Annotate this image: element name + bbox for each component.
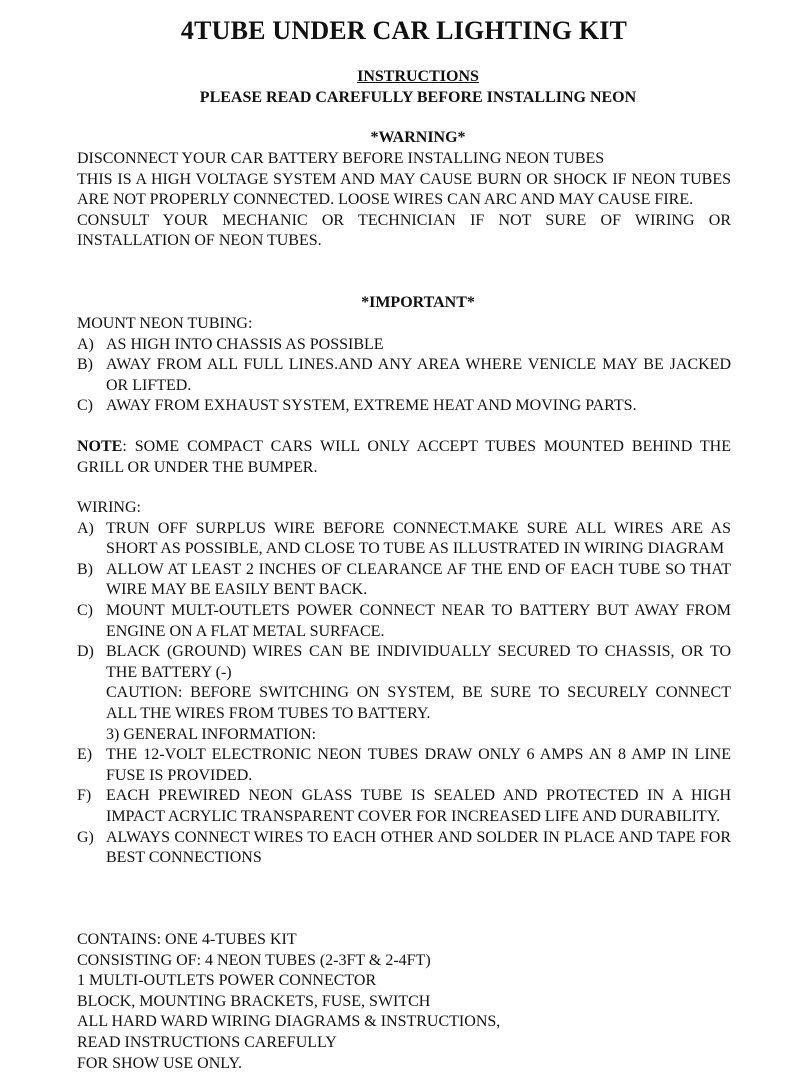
list-item-text: TRUN OFF SURPLUS WIRE BEFORE CONNECT.MAKE SURE ALL WIRES ARE AS SHORT AS POSSIBLE, AND CLOSE TO TUBE AS ILLUSTRATED IN WIRING DIAGRAM — [106, 519, 731, 558]
wiring-heading: WIRING: — [77, 499, 141, 516]
contents-line: READ INSTRUCTIONS CAREFULLY — [77, 1033, 337, 1051]
list-item-text: AWAY FROM ALL FULL LINES.AND ANY AREA WHERE VENICLE MAY BE JACKED OR LIFTED. — [106, 356, 731, 394]
list-item — [77, 355, 731, 396]
note-label: NOTE — [77, 438, 123, 455]
list-item — [77, 786, 731, 827]
list-item — [77, 642, 731, 745]
list-item — [77, 560, 731, 601]
list-item-text: AWAY FROM EXHAUST SYSTEM, EXTREME HEAT AND MOVING PARTS. — [106, 397, 637, 415]
list-item-text: AS HIGH INTO CHASSIS AS POSSIBLE — [106, 335, 384, 353]
warning-line: DISCONNECT YOUR CAR BATTERY BEFORE INSTALLING NEON TUBES — [77, 150, 605, 167]
general-information-heading: 3) GENERAL INFORMATION: — [106, 725, 317, 743]
list-item-text: BLACK (GROUND) WIRES CAN BE INDIVIDUALLY SECURED TO CHASSIS, OR TO THE BATTERY (-) — [106, 643, 731, 681]
list-item-text: THE 12-VOLT ELECTRONIC NEON TUBES DRAW ONLY 6 AMPS AN 8 AMP IN LINE FUSE IS PROVIDED. — [106, 746, 731, 784]
note-section — [77, 437, 731, 478]
important-intro: MOUNT NEON TUBING: — [77, 315, 253, 332]
contents-line: CONTAINS: ONE 4-TUBES KIT — [77, 931, 297, 948]
contents-line: FOR SHOW USE ONLY. — [77, 1054, 242, 1072]
note-text: : SOME COMPACT CARS WILL ONLY ACCEPT TUBES MOUNTED BEHIND THE GRILL OR UNDER THE BUMPER. — [77, 438, 731, 476]
contents-line: BLOCK, MOUNTING BRACKETS, FUSE, SWITCH — [77, 992, 431, 1010]
list-item — [77, 745, 731, 786]
list-marker: A) — [77, 519, 94, 537]
warning-line: CONSULT YOUR MECHANIC OR TECHNICIAN IF NOT SURE OF WIRING OR INSTALLATION OF NEON TUBES. — [77, 211, 731, 250]
wiring-list — [77, 519, 731, 869]
list-item-text: ALLOW AT LEAST 2 INCHES OF CLEARANCE AF THE END OF EACH TUBE SO THAT WIRE MAY BE EASILY BENT BACK. — [106, 560, 731, 599]
list-marker: A) — [77, 335, 94, 353]
important-heading: *IMPORTANT* — [361, 294, 475, 311]
important-section — [77, 314, 731, 417]
list-marker: B) — [77, 356, 93, 374]
page-title: 4TUBE UNDER CAR LIGHTING KIT — [180, 16, 628, 45]
read-carefully-subheading: PLEASE READ CAREFULLY BEFORE INSTALLING NEON — [199, 89, 637, 106]
list-item-text: ALWAYS CONNECT WIRES TO EACH OTHER AND SOLDER IN PLACE AND TAPE FOR BEST CONNECTIONS — [106, 828, 731, 867]
list-marker: F) — [77, 787, 92, 805]
list-item — [77, 519, 731, 560]
warning-section — [77, 149, 731, 252]
caution-text: CAUTION: BEFORE SWITCHING ON SYSTEM, BE SURE TO SECURELY CONNECT ALL THE WIRES FROM TUBES TO BATTERY. — [106, 684, 731, 722]
list-marker: G) — [77, 828, 94, 846]
mounting-list — [77, 335, 731, 417]
list-item-text: MOUNT MULT-OUTLETS POWER CONNECT NEAR TO BATTERY BUT AWAY FROM ENGINE ON A FLAT METAL SURFACE. — [106, 601, 731, 640]
list-marker: C) — [77, 601, 93, 619]
list-marker: D) — [77, 643, 94, 661]
list-item — [77, 601, 731, 642]
contents-line: CONSISTING OF: 4 NEON TUBES (2-3FT & 2-4FT) — [77, 951, 431, 969]
warning-heading: *WARNING* — [370, 129, 466, 146]
list-item — [77, 396, 731, 417]
instructions-heading: INSTRUCTIONS — [357, 68, 479, 85]
list-marker: E) — [77, 746, 93, 764]
list-marker: B) — [77, 560, 93, 578]
list-marker: C) — [77, 397, 93, 415]
contents-line: ALL HARD WARD WIRING DIAGRAMS & INSTRUCTIONS, — [77, 1013, 501, 1031]
list-item — [77, 828, 731, 869]
contents-section — [77, 930, 731, 1074]
list-item — [77, 335, 731, 356]
wiring-section — [77, 498, 731, 869]
warning-line: THIS IS A HIGH VOLTAGE SYSTEM AND MAY CAUSE BURN OR SHOCK IF NEON TUBES ARE NOT PROPERLY CONNECTED. LOOSE WIRES CAN ARC AND MAY CAUSE FIRE. — [77, 170, 731, 209]
list-item-text: EACH PREWIRED NEON GLASS TUBE IS SEALED AND PROTECTED IN A HIGH IMPACT ACRYLIC TRANSPARENT COVER FOR INCREASED LIFE AND DURABILITY. — [106, 787, 731, 825]
contents-line: 1 MULTI-OUTLETS POWER CONNECTOR — [77, 972, 377, 990]
